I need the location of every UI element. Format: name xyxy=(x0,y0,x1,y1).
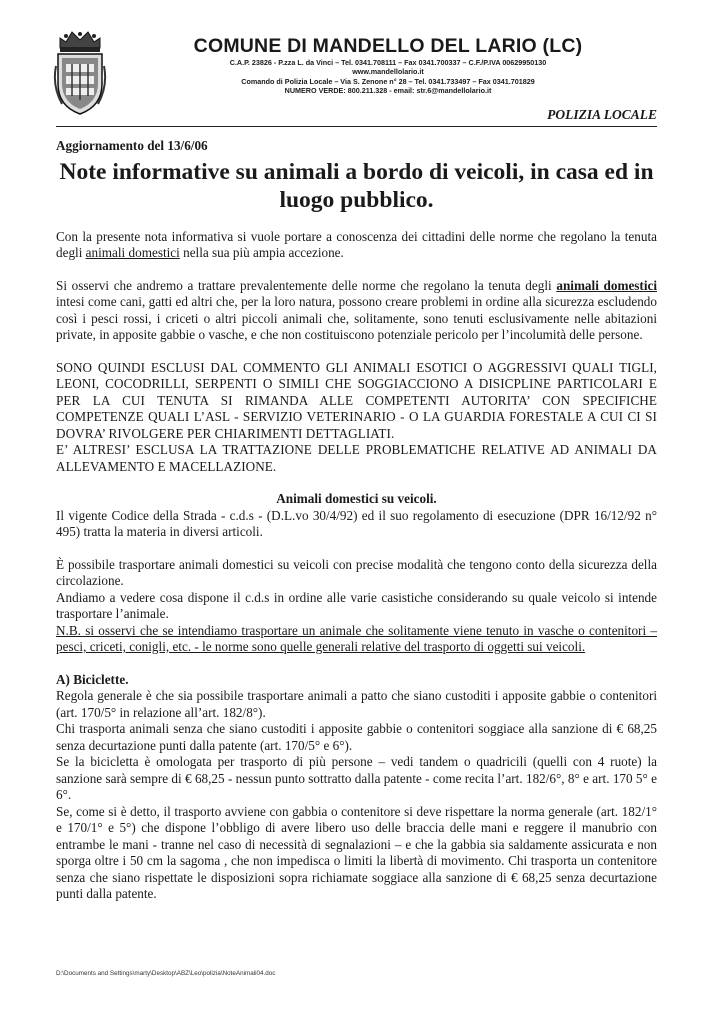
highway-code-paragraph: Il vigente Codice della Strada - c.d.s - (D.L.vo 30/4/92) ed il suo regolamento di esecuzione (DPR 16/12/92 n° 495) tratta la materia in diversi articoli. xyxy=(56,507,657,539)
transport-paragraph: È possibile trasportare animali domestici su veicoli con precise modalità che tengono conto della sicurezza della circolazione. xyxy=(56,556,657,588)
exclusions-paragraph: SONO QUINDI ESCLUSI DAL COMMENTO GLI ANIMALI ESOTICI O AGGRESSIVI QUALI TIGLI, LEONI, COCODRILLI, SERPENTI O SIMILI CHE SOGGIACCIONO A DISICPLINE PARTICOLARI E PER LA CUI TENUTA SI RIMANDA ALLE COMPETENTI AUTORITA’ CON SPECIFICHE COMPETENZE QUALI L’ASL - SERVIZIO VETERINARIO - O LA GUARDIA FORESTALE A CUI CI SI DOVRA’ RIVOLGERE PER CHIARIMENTI DETTAGLIATI. xyxy=(56,359,657,441)
bicycles-tandem: Se la bicicletta è omologata per trasporto di più persone – vedi tandem o quadricili (quelli con 4 ruote) la sanzione sarà sempre di € 68,25 - nessun punto sottratto dalla patente - come recita l’art. 182/6°, 8° e art. 170 5° e 6°. xyxy=(56,754,657,802)
scope-paragraph xyxy=(56,278,657,344)
department-rule xyxy=(56,104,657,127)
police-address-line: Comando di Polizia Locale – Via S. Zenone n° 28 – Tel. 0341.733497 – Fax 0341.701829 xyxy=(241,76,535,86)
bicycles-heading: A) Biciclette. xyxy=(56,671,129,687)
scope-text-a: Si osservi che andremo a trattare prevalentemente delle norme che regolano la tenuta degli xyxy=(56,277,557,293)
letterhead xyxy=(118,34,658,96)
intro-underlined-term: animali domestici xyxy=(85,245,180,260)
website-line: www.mandellolario.it xyxy=(352,67,424,77)
intro-text-b: nella sua più ampia accezione. xyxy=(179,245,344,260)
intro-text-a: Con la presente nota informativa si vuole portare a conoscenza dei cittadini delle norme che regolano la tenuta degli xyxy=(56,228,657,260)
update-date: Aggiornamento del 13/6/06 xyxy=(56,138,208,153)
exclusions-paragraph-2: E’ ALTRESI’ ESCLUSA LA TRATTAZIONE DELLE PROBLEMATICHE RELATIVE AD ANIMALI DA ALLEVAMENTO E MACELLAZIONE. xyxy=(56,442,657,474)
bicycles-general-rule: Se, come si è detto, il trasporto avviene con gabbia o contenitore si deve rispettare la norma generale (art. 182/1° e 170/1° e 5°) che dispone l’obbligo di avere libero uso delle braccia delle mani e reggere il manubrio con entrambe le mani - tranne nel caso di necessità di segnalazioni – e che la gabbia sia saldamente assicurata e non sporga oltre i 50 cm la sagoma , che non impedisca o limiti la libertà di movimento. Chi trasporta un contenitore senza che siano rispettate le disposizioni sopra richiamate soggiace alla sanzione di € 68,25 senza decurtazione punti dalla patente. xyxy=(56,803,657,901)
toll-free-line: NUMERO VERDE: 800.211.328 - email: str.6@mandellolario.it xyxy=(284,86,492,96)
department-label: POLIZIA LOCALE xyxy=(547,107,657,122)
scope-text-b: intesi come cani, gatti ed altri che, per la loro natura, possono creare problemi in ordine alla sicurezza escludendo così i pesci rossi, i criceti o altri piccoli animali che, solitamente, sono tenuti esclusivamente nelle abitazioni private, in apposite gabbie o vasche, e che non costituiscono potenziale pericolo per l’incolumità delle persone. xyxy=(56,294,657,342)
file-path-footer: D:\Documents and Settings\marty\Desktop\ABZ\Leo\polizia\NoteAnimali04.doc xyxy=(56,970,276,977)
address-line: C.A.P. 23826 - P.zza L. da Vinci – Tel. 0341.708111 – Fax 0341.700337 – C.F./P.IVA 00629950130 xyxy=(229,58,547,67)
bicycles-sanction: Chi trasporta animali senza che siano custoditi i apposite gabbie o contenitori soggiace alla sanzione di € 68,25 senza decurtazione punti dalla patente (art. 170/5° e 6°). xyxy=(56,721,657,753)
vehicles-heading: Animali domestici su veicoli. xyxy=(276,491,437,506)
document-title: Note informative su animali a bordo di veicoli, in casa ed in luogo pubblico. xyxy=(59,158,654,213)
municipality-title: COMUNE DI MANDELLO DEL LARIO (LC) xyxy=(193,35,583,57)
scope-bold-term: animali domestici xyxy=(556,277,657,293)
intro-paragraph xyxy=(56,229,657,262)
bicycles-rule: Regola generale è che sia possibile trasportare animali a patto che siano custoditi i apposite gabbie o contenitori (art. 170/5° in relazione all’art. 182/8°). xyxy=(56,688,657,720)
cases-paragraph: Andiamo a vedere cosa dispone il c.d.s in ordine alle varie casistiche considerando su quale veicolo si intende trasportare l’animale. xyxy=(56,589,657,621)
document-body xyxy=(56,138,657,903)
nb-paragraph: N.B. si osservi che se intendiamo trasportare un animale che solitamente viene tenuto in vasche o contenitori –pesci, criceti, conigli, etc. - le norme sono quelle generali relative del trasporto di oggetti sui veicoli. xyxy=(56,622,657,654)
